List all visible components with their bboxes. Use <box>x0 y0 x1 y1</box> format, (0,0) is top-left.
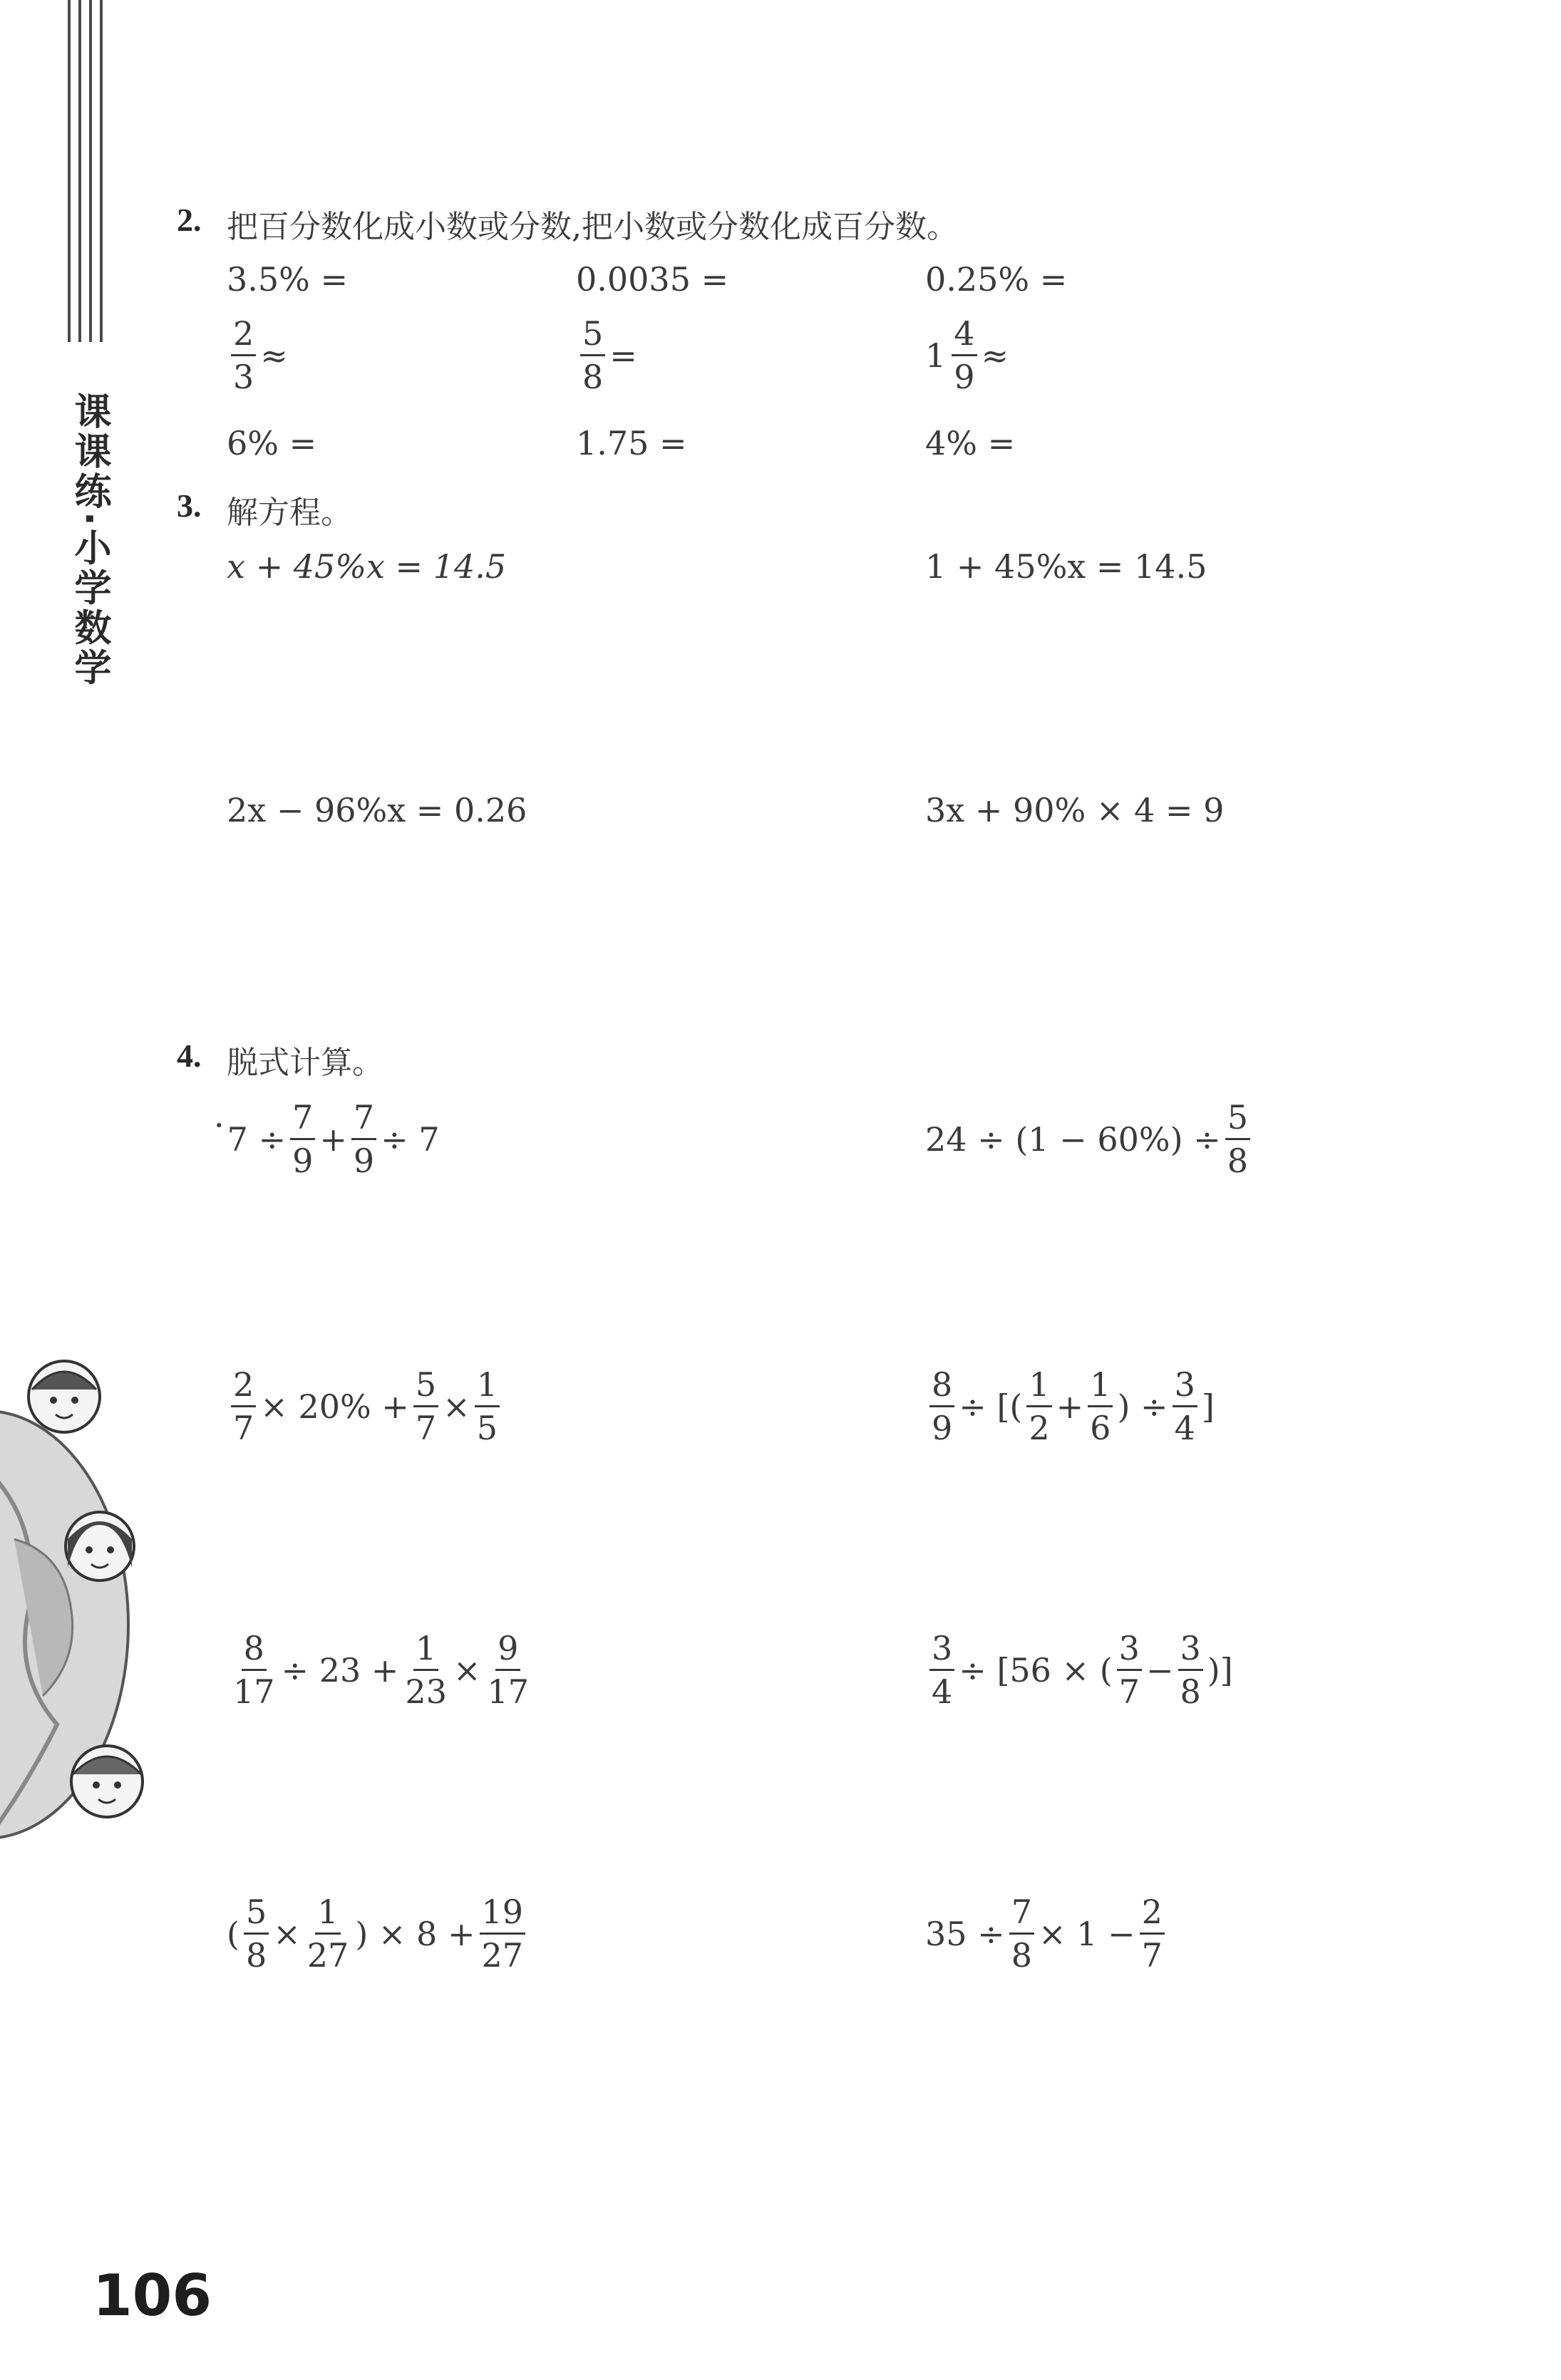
q4-problem-7: ( $\frac{5}{8}$ × $\frac{1}{27}$ ) × 8 + $\frac{19}{27}$ <box>227 1895 530 1972</box>
q2-r1-a: 3.5% = <box>227 260 349 299</box>
fraction: $\frac{3}{8}$ <box>1178 1632 1203 1708</box>
margin-line-4 <box>100 0 103 342</box>
fraction: $\frac{7}{8}$ <box>1009 1895 1034 1972</box>
margin-line-2 <box>78 0 81 342</box>
fraction: $\frac{1}{2}$ <box>1026 1368 1051 1444</box>
q2-r3-c: 4% = <box>925 424 1016 462</box>
q2-r3-b: 1.75 = <box>576 424 687 462</box>
fraction: $\frac{7}{9}$ <box>351 1101 376 1177</box>
q2-r1-c: 0.25% = <box>925 260 1068 299</box>
q4-instruction: 脱式计算。 <box>227 1045 383 1081</box>
fraction: $\frac{1}{5}$ <box>475 1368 500 1444</box>
sidebar-title: 课课练·小学数学 <box>68 392 110 688</box>
q2-r2-a: $\frac{2}{3}$ ≈ <box>227 317 288 393</box>
fraction: $\frac{7}{9}$ <box>290 1101 315 1177</box>
globe-children-illustration <box>0 1340 171 1924</box>
q3-eq2: 1 + 45%x = 14.5 <box>925 547 1207 586</box>
q4-problem-5: $\frac{8}{17}$ ÷ 23 + $\frac{1}{23}$ × $\frac{9}{17}$ <box>227 1632 535 1708</box>
fraction: $\frac{5}{8}$ <box>580 317 605 393</box>
fraction: $\frac{19}{27}$ <box>480 1895 526 1972</box>
fraction: $\frac{5}{7}$ <box>413 1368 438 1444</box>
q4-problem-6: $\frac{3}{4}$ ÷ [56 × ( $\frac{3}{7}$ − $\frac{3}{8}$ )] <box>925 1632 1233 1708</box>
q2-r2-c: 1 $\frac{4}{9}$ ≈ <box>925 314 1009 396</box>
margin-line-3 <box>89 0 92 342</box>
fraction: $\frac{2}{7}$ <box>1140 1895 1165 1972</box>
q4-problem-3: $\frac{2}{7}$ × 20% + $\frac{5}{7}$ × $\frac{1}{5}$ <box>227 1368 504 1444</box>
q2-number: 2. <box>177 202 202 238</box>
fraction: $\frac{1}{6}$ <box>1088 1368 1113 1444</box>
fraction: $\frac{4}{9}$ <box>952 317 977 393</box>
fraction: $\frac{3}{4}$ <box>929 1632 954 1708</box>
q2-r1-b: 0.0035 = <box>576 260 729 299</box>
fraction: $\frac{3}{4}$ <box>1173 1368 1197 1444</box>
q4-problem-1: · 7 ÷ $\frac{7}{9}$ + $\frac{7}{9}$ ÷ 7 <box>214 1098 440 1180</box>
q4-problem-2: 24 ÷ (1 − 60%) ÷ $\frac{5}{8}$ <box>925 1101 1255 1177</box>
fraction: $\frac{1}{27}$ <box>306 1893 349 1975</box>
fraction: $\frac{2}{7}$ <box>231 1368 256 1444</box>
fraction: $\frac{5}{8}$ <box>1225 1101 1250 1177</box>
q2-r3-a: 6% = <box>227 424 317 462</box>
q3-eq3: 2x − 96%x = 0.26 <box>227 791 527 829</box>
fraction: $\frac{9}{17}$ <box>487 1629 530 1711</box>
fraction: $\frac{8}{9}$ <box>929 1368 954 1444</box>
q4-problem-4: $\frac{8}{9}$ ÷ [( $\frac{1}{2}$ + $\frac{1}{6}$ ) ÷ $\frac{3}{4}$ ] <box>925 1368 1215 1444</box>
q3-number: 3. <box>177 487 202 524</box>
fraction: $\frac{2}{3}$ <box>231 317 256 393</box>
fraction: $\frac{3}{7}$ <box>1117 1632 1142 1708</box>
q4-problem-8: 35 ÷ $\frac{7}{8}$ × 1 − $\frac{2}{7}$ <box>925 1895 1169 1972</box>
q3-instruction: 解方程。 <box>227 495 352 531</box>
q2-instruction: 把百分数化成小数或分数,把小数或分数化成百分数。 <box>227 209 958 245</box>
fraction: $\frac{1}{23}$ <box>405 1629 447 1711</box>
page-number: 106 <box>93 2262 212 2329</box>
fraction: $\frac{8}{17}$ <box>233 1629 275 1711</box>
q2-r2-b: $\frac{5}{8}$ = <box>576 317 637 393</box>
q3-eq4: 3x + 90% × 4 = 9 <box>925 791 1225 829</box>
q4-number: 4. <box>177 1038 202 1074</box>
q3-eq1: x + 45%x = 14.5 <box>227 547 507 586</box>
fraction: $\frac{5}{8}$ <box>244 1895 269 1972</box>
margin-line-1 <box>68 0 71 342</box>
